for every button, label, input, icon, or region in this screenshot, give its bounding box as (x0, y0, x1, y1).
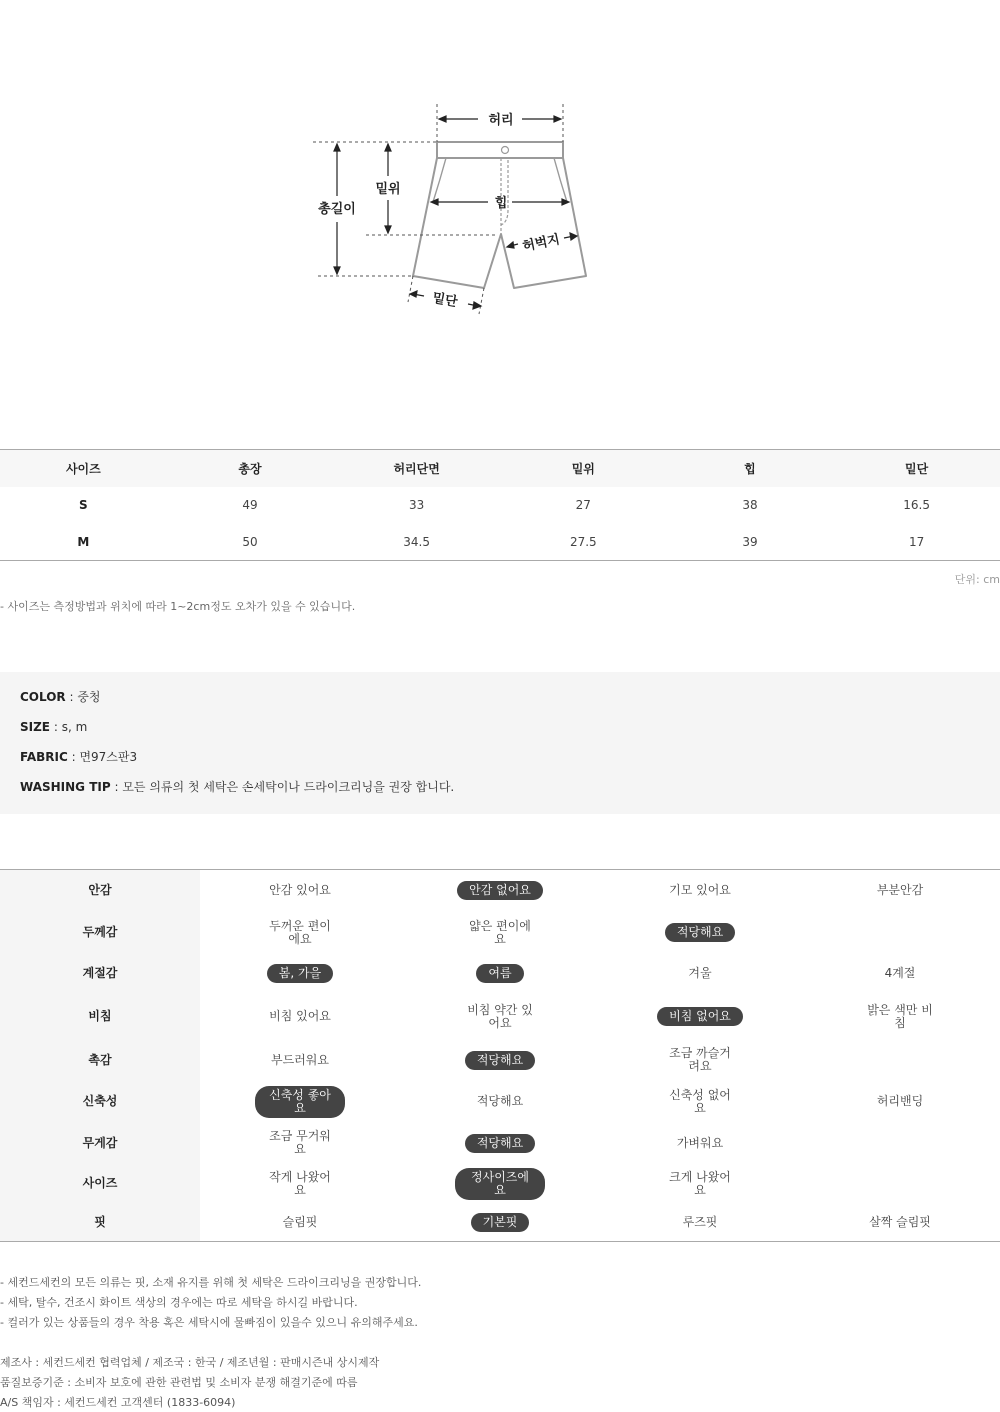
feel-option-cell (800, 1123, 1000, 1164)
label-waist: 허리 (488, 113, 514, 128)
feel-option-selected: 비침 없어요 (657, 1007, 743, 1026)
feel-option-selected: 안감 없어요 (457, 881, 543, 900)
feel-option: 비침 있어요 (269, 1009, 331, 1023)
feel-option-cell (600, 1040, 800, 1081)
feel-option-cell (200, 1204, 400, 1242)
feel-row (0, 912, 1000, 954)
feel-row (0, 1164, 1000, 1204)
feel-row-label: 비침 (0, 994, 200, 1040)
feel-option: 비침 약간 있어요 (467, 1002, 533, 1030)
feel-option-cell (400, 1081, 600, 1123)
info-washing-key: WASHING TIP (20, 780, 111, 794)
feel-option-cell (400, 1164, 600, 1204)
feel-row (0, 1204, 1000, 1242)
feel-option-cell (600, 954, 800, 994)
size-note: - 사이즈는 측정방법과 위치에 따라 1~2cm정도 오차가 있을 수 있습니다. (0, 600, 356, 613)
feel-option-cell (200, 870, 400, 912)
label-hem: 밑단 (431, 290, 459, 311)
feel-row-label: 두께감 (0, 912, 200, 954)
feel-option-cell (200, 1081, 400, 1123)
feel-option-cell (200, 1040, 400, 1081)
feel-option-selected: 여름 (476, 964, 523, 983)
size-table (0, 449, 1000, 561)
table-cell: S (79, 498, 88, 512)
feel-row-label: 사이즈 (0, 1164, 200, 1204)
feel-option-selected: 기본핏 (471, 1213, 530, 1232)
info-washing (20, 779, 980, 809)
feel-row-label: 촉감 (0, 1040, 200, 1081)
label-hip: 힙 (494, 196, 508, 211)
header-size: 사이즈 (0, 450, 167, 487)
feel-option: 루즈핏 (682, 1214, 718, 1229)
shorts-outline (413, 142, 586, 288)
feel-option-cell (800, 912, 1000, 954)
info-color (20, 689, 980, 719)
feel-option-cell (800, 954, 1000, 994)
info-size-key: SIZE (20, 720, 51, 734)
table-cell: 38 (742, 498, 758, 512)
feel-row (0, 1081, 1000, 1123)
fabric-feel-table (0, 869, 1000, 1242)
size-table-header (0, 450, 1000, 487)
feel-option: 기모 있어요 (669, 883, 731, 898)
feel-option-cell (600, 1204, 800, 1242)
shorts-measurement-diagram (0, 0, 1000, 360)
info-color-key: COLOR (20, 690, 66, 704)
manufacturer-info (0, 1353, 379, 1412)
care-note-line: - 컬러가 있는 상품들의 경우 착용 혹은 세탁시에 물빠짐이 있을수 있으니 유의해주세요. (0, 1316, 418, 1329)
feel-option-selected: 신축성 좋아요 (255, 1086, 345, 1118)
feel-option-selected: 적당해요 (465, 1134, 535, 1153)
feel-option: 가벼워요 (676, 1135, 724, 1150)
header-total-length: 총장 (167, 450, 334, 487)
feel-option: 크게 나왔어요 (669, 1169, 731, 1197)
feel-row (0, 994, 1000, 1040)
table-cell: 39 (667, 524, 834, 561)
table-cell: 34.5 (333, 524, 500, 561)
label-rise: 밑위 (375, 182, 401, 197)
table-row (0, 487, 1000, 524)
header-waist: 허리단면 (333, 450, 500, 487)
feel-option-selected: 봄, 가을 (267, 964, 333, 983)
feel-option-cell (600, 912, 800, 954)
feel-option-cell (600, 870, 800, 912)
feel-option-selected: 정사이즈에요 (455, 1168, 545, 1200)
feel-option: 조금 무거워요 (269, 1129, 331, 1156)
header-hem: 밑단 (833, 450, 1000, 487)
info-fabric (20, 749, 980, 779)
feel-option-cell (200, 912, 400, 954)
table-row (0, 524, 1000, 561)
feel-option-cell (200, 954, 400, 994)
table-cell: 33 (409, 498, 425, 512)
info-color-value: : 중청 (65, 690, 101, 704)
unit-label: 단위: cm (954, 573, 1000, 586)
feel-option-cell (600, 1164, 800, 1204)
feel-option: 부분안감 (876, 883, 924, 898)
feel-row (0, 954, 1000, 994)
feel-option: 살짝 슬림핏 (869, 1214, 931, 1229)
info-fabric-key: FABRIC (20, 750, 68, 764)
feel-option: 겨울 (688, 966, 712, 980)
table-cell: 27 (575, 498, 591, 512)
fabric-feel-body (0, 870, 1000, 1242)
table-cell: 17 (833, 524, 1000, 561)
feel-option-cell (400, 870, 600, 912)
feel-option: 부드러워요 (271, 1052, 329, 1067)
feel-option-cell (600, 994, 800, 1040)
feel-option-cell (400, 994, 600, 1040)
feel-option-cell (800, 994, 1000, 1040)
footer-line: A/S 책임자 : 세컨드세컨 고객센터 (1833-6094) (0, 1396, 236, 1409)
feel-row (0, 1123, 1000, 1164)
table-cell: 16.5 (903, 498, 930, 512)
feel-row-label: 신축성 (0, 1081, 200, 1123)
feel-option: 신축성 없어요 (669, 1087, 731, 1115)
feel-row-label: 무게감 (0, 1123, 200, 1164)
feel-option-selected: 적당해요 (665, 923, 735, 942)
info-size (20, 719, 980, 749)
feel-option: 작게 나왔어요 (269, 1169, 331, 1197)
feel-option-cell (800, 870, 1000, 912)
feel-option-cell (200, 1164, 400, 1204)
feel-option-cell (400, 954, 600, 994)
feel-option: 4계절 (884, 966, 916, 980)
footer-line: 품질보증기준 : 소비자 보호에 관한 관련법 및 소비자 분쟁 해결기준에 따름 (0, 1376, 358, 1389)
header-rise: 밑위 (500, 450, 667, 487)
feel-row-label: 핏 (0, 1204, 200, 1242)
label-total-length: 총길이 (318, 202, 356, 217)
feel-option-cell (400, 1123, 600, 1164)
table-cell: 49 (242, 498, 258, 512)
feel-option-cell (400, 912, 600, 954)
care-notes (0, 1273, 421, 1333)
product-info-box (0, 672, 1000, 814)
label-thigh: 허벅지 (521, 232, 562, 255)
feel-option-cell (800, 1040, 1000, 1081)
feel-row (0, 870, 1000, 912)
feel-option: 슬림핏 (282, 1214, 318, 1229)
feel-option: 두꺼운 편이에요 (269, 918, 331, 946)
measure-arrows (334, 116, 577, 309)
feel-option: 안감 있어요 (269, 883, 331, 898)
feel-option-cell (800, 1081, 1000, 1123)
feel-option-cell (200, 1123, 400, 1164)
feel-option-cell (400, 1204, 600, 1242)
header-hip: 힙 (667, 450, 834, 487)
feel-row-label: 안감 (0, 870, 200, 912)
feel-option: 적당해요 (476, 1094, 524, 1108)
feel-row (0, 1040, 1000, 1081)
feel-option-cell (400, 1040, 600, 1081)
feel-option-cell (200, 994, 400, 1040)
feel-option-cell (800, 1164, 1000, 1204)
info-fabric-value: : 면97스판3 (67, 750, 138, 764)
footer-line: 제조사 : 세컨드세컨 협력업체 / 제조국 : 한국 / 제조년월 : 판매시즌내 상시제작 (0, 1356, 380, 1369)
feel-option-cell (600, 1123, 800, 1164)
info-size-value: : s, m (50, 720, 88, 734)
feel-row-label: 계절감 (0, 954, 200, 994)
feel-option-selected: 적당해요 (465, 1051, 535, 1070)
feel-option-cell (800, 1204, 1000, 1242)
table-cell: 50 (167, 524, 334, 561)
table-cell: M (0, 524, 167, 561)
feel-option: 얇은 편이에요 (469, 918, 531, 946)
feel-option: 허리밴딩 (876, 1094, 924, 1108)
feel-option-cell (600, 1081, 800, 1123)
care-note-line: - 세컨드세컨의 모든 의류는 핏, 소재 유지를 위해 첫 세탁은 드라이크리닝을 권장합니다. (0, 1276, 422, 1289)
feel-option: 밝은 색만 비침 (867, 1002, 933, 1030)
table-cell: 27.5 (500, 524, 667, 561)
care-note-line: - 세탁, 탈수, 건조시 화이트 색상의 경우에는 따로 세탁을 하시길 바랍니다. (0, 1296, 358, 1309)
feel-option: 조금 까슬거려요 (669, 1046, 731, 1073)
info-washing-value: : 모든 의류의 첫 세탁은 손세탁이나 드라이크리닝을 권장 합니다. (110, 780, 455, 794)
